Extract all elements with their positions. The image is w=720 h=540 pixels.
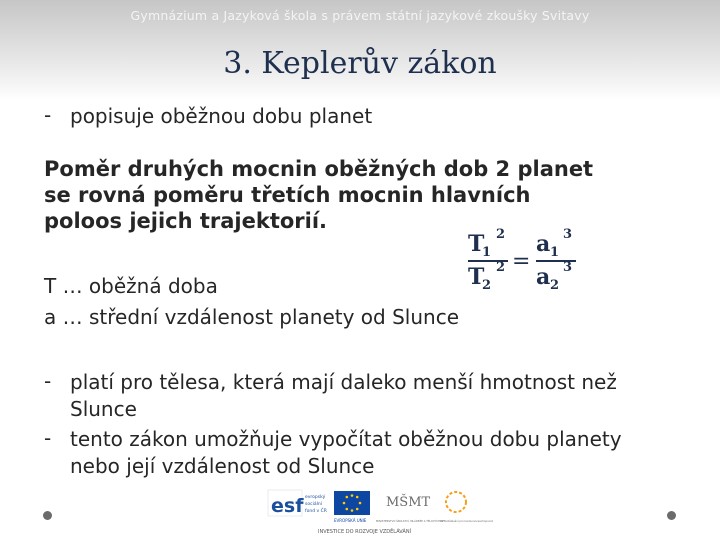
- formula-num-left: T: [468, 231, 485, 257]
- bullet-text-2: tento zákon umožňuje vypočítat oběžnou dobu planety nebo její vzdálenost od Slunce: [70, 427, 622, 478]
- bullet-dash-2: -: [44, 426, 52, 450]
- svg-text:MINISTERSTVO ŠKOLSTVÍ, MLÁDEŽE: MINISTERSTVO ŠKOLSTVÍ, MLÁDEŽE A TĚLOVÝCHOVY: [376, 520, 446, 523]
- esf-logo: [268, 490, 327, 517]
- bullet-text-1: platí pro tělesa, která mají daleko menší hmotnost než Slunce: [70, 370, 617, 421]
- law-statement-line-1: Poměr druhých mocnin oběžných dob 2 planet: [44, 157, 594, 181]
- definition-distance: a … střední vzdálenost planety od Slunce: [44, 305, 459, 329]
- formula-num-right: a: [536, 231, 551, 257]
- formula-num-right-sub: 1: [550, 245, 560, 260]
- corner-dot-right: [667, 511, 676, 520]
- formula-equals: =: [512, 249, 531, 274]
- formula-den-left-sup: 2: [496, 260, 506, 275]
- formula-den-right-sup: 3: [563, 260, 573, 275]
- law-statement-line-2: se rovná poměru třetích mocnin hlavních: [44, 183, 531, 207]
- svg-text:evropský: evropský: [305, 495, 326, 500]
- funding-tagline: INVESTICE DO ROZVOJE VZDĚLÁVÁNÍ: [318, 529, 412, 535]
- slide-title: 3. Keplerův zákon: [223, 46, 497, 81]
- school-name: Gymnázium a Jazyková škola s právem státní jazykové zkoušky Svitavy: [130, 8, 590, 23]
- formula-den-right: a: [536, 264, 551, 290]
- formula-den-left: T: [468, 264, 485, 290]
- bullet-dash-1: -: [44, 369, 52, 393]
- intro-text: popisuje oběžnou dobu planet: [70, 104, 373, 128]
- eu-flag-logo: [334, 491, 370, 523]
- msmt-logo: [376, 493, 446, 523]
- eu-funding-logos: [264, 488, 493, 536]
- corner-dot-left: [43, 511, 52, 520]
- formula-num-left-sub: 1: [482, 245, 492, 260]
- svg-text:EVROPSKÁ UNIE: EVROPSKÁ UNIE: [334, 518, 367, 523]
- svg-text:OP Vzdělávání pro konkurencesc: OP Vzdělávání pro konkurenceschopnost: [440, 520, 493, 523]
- kepler-formula: [464, 226, 584, 296]
- op-logo: [440, 492, 493, 523]
- formula-num-left-sup: 2: [496, 227, 506, 242]
- svg-text:fond v ČR: fond v ČR: [305, 509, 327, 514]
- definition-period: T … oběžná doba: [44, 274, 218, 298]
- formula-den-left-sub: 2: [482, 278, 492, 293]
- svg-text:MŠMT: MŠMT: [386, 495, 431, 510]
- law-statement-line-3: poloos jejich trajektorií.: [44, 209, 328, 233]
- formula-den-right-sub: 2: [550, 278, 560, 293]
- intro-dash: -: [44, 103, 52, 127]
- svg-text:sociální: sociální: [305, 502, 322, 507]
- formula-num-right-sup: 3: [563, 227, 573, 242]
- svg-text:esf: esf: [271, 495, 304, 517]
- law-statement: [44, 156, 684, 234]
